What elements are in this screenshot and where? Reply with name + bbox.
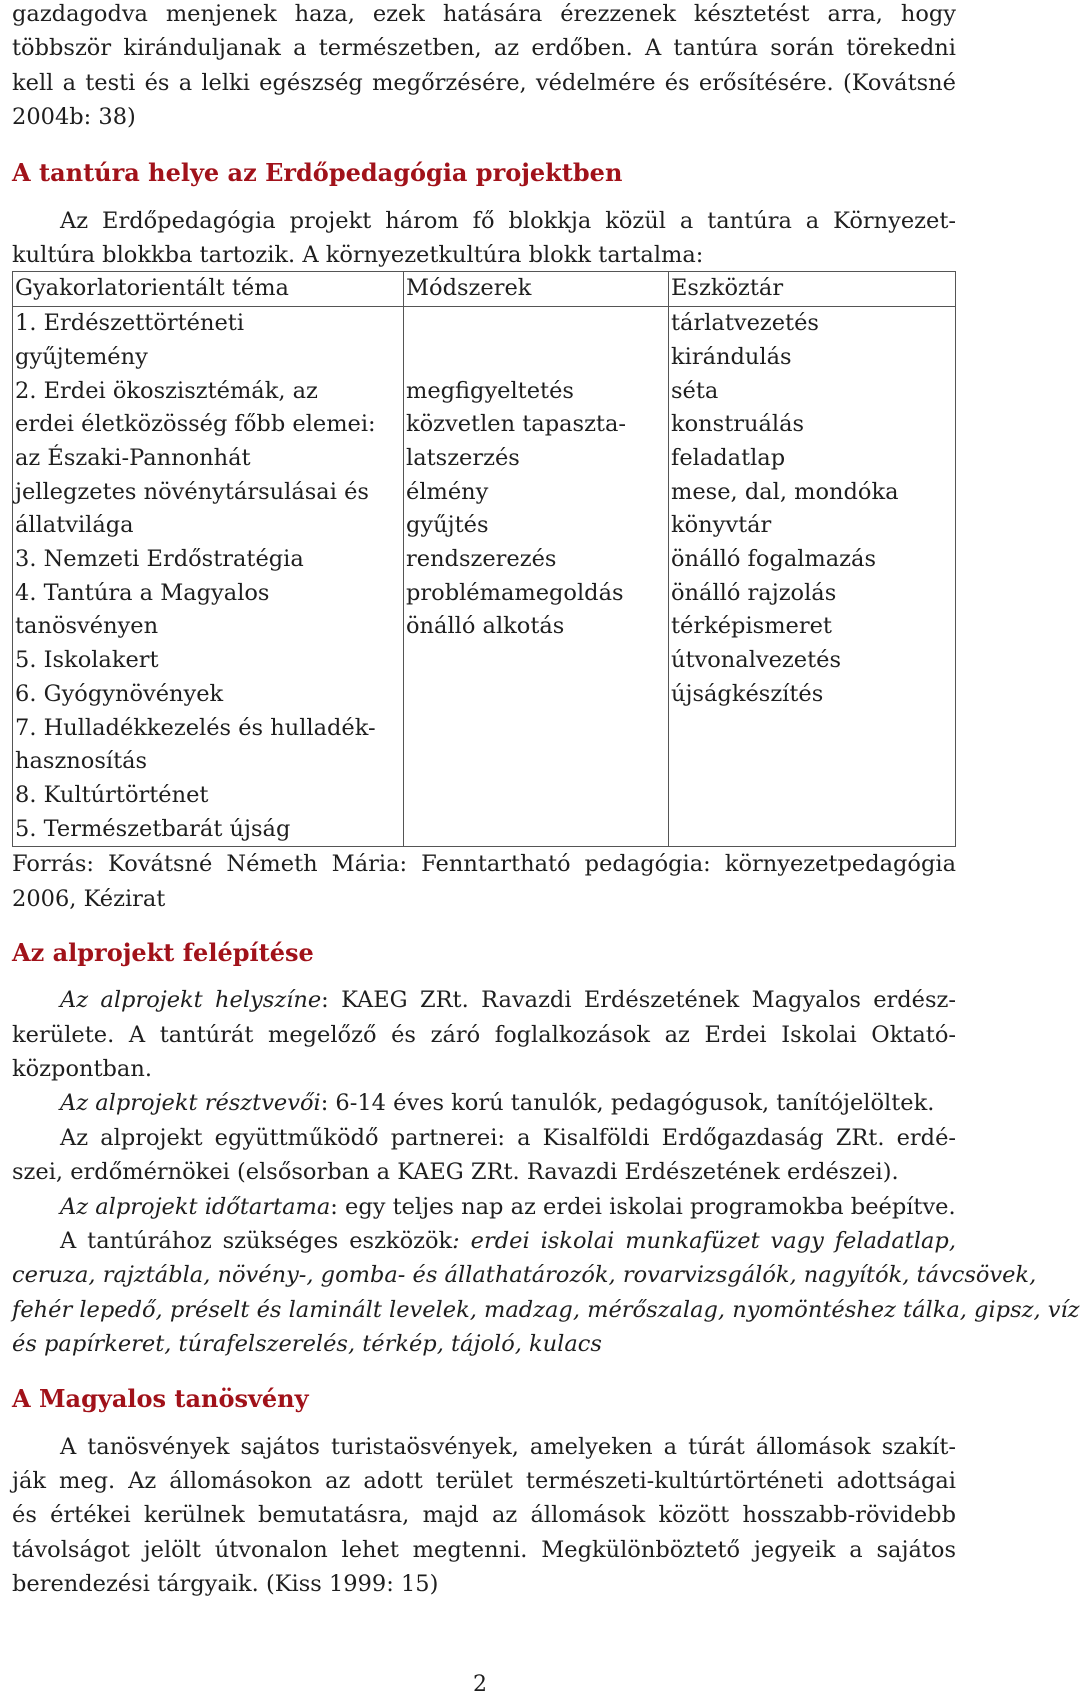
- heading-alprojekt: Az alprojekt felépítése: [12, 938, 314, 968]
- cell-line: problémamegoldás: [406, 579, 624, 606]
- text-line: 2004b: 38): [12, 104, 136, 131]
- cell-line: mese, dal, mondóka: [671, 478, 899, 505]
- cell-line: önálló rajzolás: [671, 579, 837, 606]
- content-table: [12, 271, 956, 847]
- text-line: távolságot jelölt útvonalon lehet megtenni. Megkülönböztető jegyeik a sajátos: [12, 1536, 956, 1563]
- text-line: berendezési tárgyaik. (Kiss 1999: 15): [12, 1571, 439, 1598]
- cell-line: gyűjtés: [406, 512, 489, 539]
- cell-line: az Északi-Pannonhát: [15, 444, 251, 471]
- cell-line: megfigyeltetés: [406, 377, 574, 404]
- cell-line: feladatlap: [671, 444, 786, 471]
- text-line: Az Erdőpedagógia projekt három fő blokkja közül a tantúra a Környezet-: [60, 207, 956, 234]
- cell-line: erdei életközösség főbb elemei:: [15, 411, 376, 438]
- cell-line: 5. Iskolakert: [15, 647, 159, 674]
- text-line: A tanösvények sajátos turistaösvények, amelyeken a túrát állomások szakít-: [60, 1433, 956, 1460]
- cell-line: [406, 307, 666, 341]
- heading-tantura-helye: A tantúra helye az Erdőpedagógia projektben: [12, 157, 623, 187]
- participants-label: Az alprojekt résztvevői: [60, 1090, 321, 1117]
- cell-line: 2. Erdei ökoszisztémák, az: [15, 377, 318, 404]
- source-note: [12, 847, 956, 916]
- cell-line: önálló fogalmazás: [671, 546, 876, 573]
- text-line: kultúra blokkba tartozik. A környezetkultúra blokk tartalma:: [12, 242, 704, 269]
- text-line: központban.: [12, 1056, 152, 1083]
- table-header-cell: Gyakorlatorientált téma: [13, 272, 404, 307]
- tools-text: és papírkeret, túrafelszerelés, térkép, tájoló, kulacs: [12, 1331, 602, 1358]
- cell-line: latszerzés: [406, 444, 520, 471]
- text-line: és értékei kerülnek bemutatásra, majd az állomások között hosszabb-rövidebb: [12, 1502, 956, 1529]
- alprojekt-details: [12, 983, 1080, 1361]
- paragraph-tanosveny: [12, 1430, 956, 1602]
- cell-line: állatvilága: [15, 512, 134, 539]
- table-cell-topics: [13, 307, 404, 847]
- text-line: [12, 1293, 1080, 1327]
- cell-line: tanösvényen: [15, 613, 159, 640]
- tools-text: fehér lepedő, préselt és laminált levelek, madzag, mérőszalag, nyomöntéshez tálka, gipsz, víz: [12, 1296, 1080, 1323]
- text-line: Forrás: Kovátsné Németh Mária: Fenntartható pedagógia: környezetpedagógia: [12, 851, 956, 878]
- text-line: ják meg. Az állomásokon az adott terület természeti-kultúrtörténeti adottságai: [12, 1468, 956, 1495]
- location-label: Az alprojekt helyszíne: [60, 987, 322, 1014]
- cell-line: rendszerezés: [406, 546, 557, 573]
- cell-line: élmény: [406, 478, 489, 505]
- cell-line: tárlatvezetés: [671, 310, 819, 337]
- cell-line: séta: [671, 377, 719, 404]
- cell-line: útvonalvezetés: [671, 647, 841, 674]
- tools-text: ceruza, rajztábla, növény-, gomba- és állathatározók, rovarvizsgálók, nagyítók, távcsövek,: [12, 1262, 1037, 1289]
- cell-line: 6. Gyógynövények: [15, 680, 224, 707]
- cell-line: könyvtár: [671, 512, 772, 539]
- text-line: [12, 1258, 1037, 1292]
- text-line: kell a testi és a lelki egészség megőrzésére, védelmére és erősítésére. (Kovátsné: [12, 69, 956, 96]
- table-cell-tools: [669, 307, 956, 847]
- participants-text: : 6-14 éves korú tanulók, pedagógusok, tanítójelöltek.: [320, 1090, 935, 1117]
- tools-italic: : erdei iskolai munkafüzet vagy feladatlap,: [452, 1228, 956, 1255]
- cell-line: konstruálás: [671, 411, 805, 438]
- cell-line: önálló alkotás: [406, 613, 565, 640]
- cell-line: 8. Kultúrtörténet: [15, 781, 209, 808]
- table-header-cell: Eszköztár: [669, 272, 956, 307]
- tools-lead: A tantúrához szükséges eszközök: [60, 1228, 453, 1255]
- cell-line: jellegzetes növénytársulásai és: [15, 478, 369, 505]
- cell-line: 3. Nemzeti Erdőstratégia: [15, 546, 304, 573]
- heading-magyalos: A Magyalos tanösvény: [12, 1383, 309, 1413]
- location-line: [12, 983, 956, 1017]
- cell-line: gyűjtemény: [15, 343, 148, 370]
- cell-line: [406, 341, 666, 375]
- cell-line: 4. Tantúra a Magyalos: [15, 579, 270, 606]
- intro-paragraph: [12, 0, 956, 135]
- cell-line: közvetlen tapaszta-: [406, 411, 626, 438]
- cell-line: térképismeret: [671, 613, 832, 640]
- table-row: [13, 307, 956, 847]
- text-line: gazdagodva menjenek haza, ezek hatására érezzenek késztetést arra, hogy: [12, 1, 956, 27]
- table-cell-methods: [404, 307, 669, 847]
- cell-line: 5. Természetbarát újság: [15, 815, 291, 842]
- cell-line: 1. Erdészettörténeti: [15, 310, 245, 337]
- cell-line: 7. Hulladékkezelés és hulladék-: [15, 714, 376, 741]
- page-number: 2: [473, 1672, 487, 1697]
- text-line: szei, erdőmérnökei (elsősorban a KAEG ZRt. Ravazdi Erdészetének erdészei).: [12, 1159, 899, 1186]
- participants-line: [12, 1086, 956, 1120]
- text-line: kerülete. A tantúrát megelőző és záró foglalkozások az Erdei Iskolai Oktató-: [12, 1021, 956, 1048]
- table-header-row: [13, 272, 956, 307]
- text-line: többször kiránduljanak a természetben, az erdőben. A tantúra során törekedni: [12, 35, 956, 62]
- cell-line: hasznosítás: [15, 748, 148, 775]
- table-header-cell: Módszerek: [404, 272, 669, 307]
- cell-line: kirándulás: [671, 343, 792, 370]
- tools-line: [12, 1224, 956, 1258]
- text-line: 2006, Kézirat: [12, 885, 166, 912]
- location-text: : KAEG ZRt. Ravazdi Erdészetének Magyalos erdész-: [321, 987, 956, 1014]
- duration-label: Az alprojekt időtartama: [60, 1193, 331, 1220]
- duration-line: [12, 1190, 956, 1224]
- document-page: [12, 0, 1080, 1602]
- text-line: [12, 1327, 956, 1361]
- duration-text: : egy teljes nap az erdei iskolai programokba beépítve.: [330, 1193, 956, 1220]
- text-line: Az alprojekt együttműködő partnerei: a Kisalföldi Erdőgazdaság ZRt. erdé-: [60, 1124, 956, 1151]
- paragraph-projekt: [12, 204, 956, 273]
- cell-line: újságkészítés: [671, 680, 824, 707]
